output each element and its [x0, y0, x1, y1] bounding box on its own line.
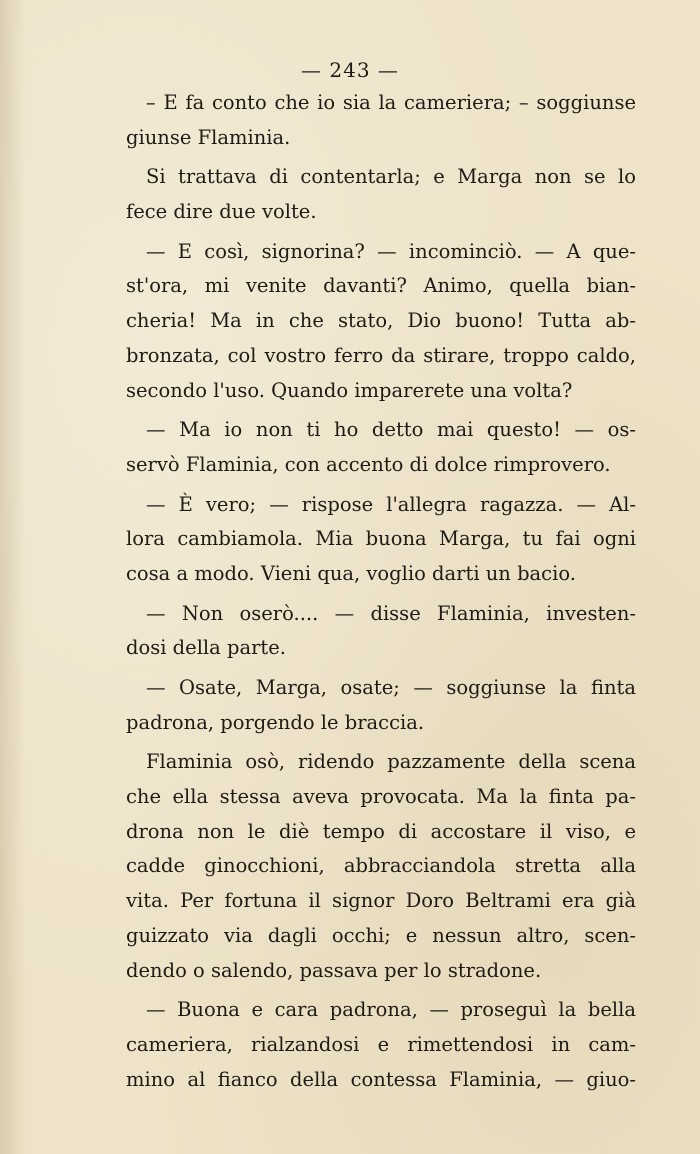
text-line: — Buona e cara padrona, — proseguì la bella [146, 998, 636, 1022]
text-line: che ella stessa aveva provocata. Ma la finta pa- [126, 785, 636, 809]
text-line: vita. Per fortuna il signor Doro Beltrami era già [126, 889, 636, 913]
text-line: fece dire due volte. [126, 200, 317, 224]
text-line: — E così, signorina? — incominciò. — A que- [146, 239, 636, 263]
text-line: — Ma io non ti ho detto mai questo! — os- [146, 418, 636, 442]
text-line: cadde ginocchioni, abbracciandola stretta alla [126, 854, 636, 878]
text-line: lora cambiamola. Mia buona Marga, tu fai ogni [126, 527, 636, 551]
text-line: Flaminia osò, ridendo pazzamente della scena [146, 750, 636, 774]
text-line: padrona, porgendo le braccia. [126, 710, 425, 734]
text-line: guizzato via dagli occhi; e nessun altro, scen- [126, 923, 636, 947]
text-line: giunse Flaminia. [126, 125, 291, 149]
body-text [126, 86, 636, 1097]
text-line: Si trattava di contentarla; e Marga non se lo [146, 165, 636, 189]
text-line: cosa a modo. Vieni qua, voglio darti un bacio. [126, 561, 576, 585]
text-line: cameriera, rialzandosi e rimettendosi in cam- [126, 1032, 636, 1056]
text-line: — È vero; — rispose l'allegra ragazza. — Al- [146, 492, 636, 516]
text-line: — Osate, Marga, osate; — soggiunse la finta [146, 676, 636, 699]
text-line: bronzata, col vostro ferro da stirare, troppo caldo, [126, 343, 636, 367]
page-number: — 243 — [301, 58, 399, 82]
text-line: cheria! Ma in che stato, Dio buono! Tutta ab- [126, 309, 636, 333]
text-line: — Non oserò.... — disse Flaminia, investen- [146, 601, 636, 625]
text-line: dendo o salendo, passava per lo stradone. [126, 958, 542, 982]
text-line: dosi della parte. [126, 636, 286, 660]
text-line: servò Flaminia, con accento di dolce rimprovero. [126, 452, 611, 476]
text-line: – E fa conto che io sia la cameriera; – soggiunse [146, 91, 636, 114]
text-line: drona non le diè tempo di accostare il viso, e [126, 819, 636, 843]
text-line: mino al fianco della contessa Flaminia, — giuo- [126, 1067, 636, 1091]
text-line: st'ora, mi venite davanti? Animo, quella bian- [126, 274, 636, 298]
text-line: secondo l'uso. Quando imparerete una volta? [126, 378, 573, 402]
